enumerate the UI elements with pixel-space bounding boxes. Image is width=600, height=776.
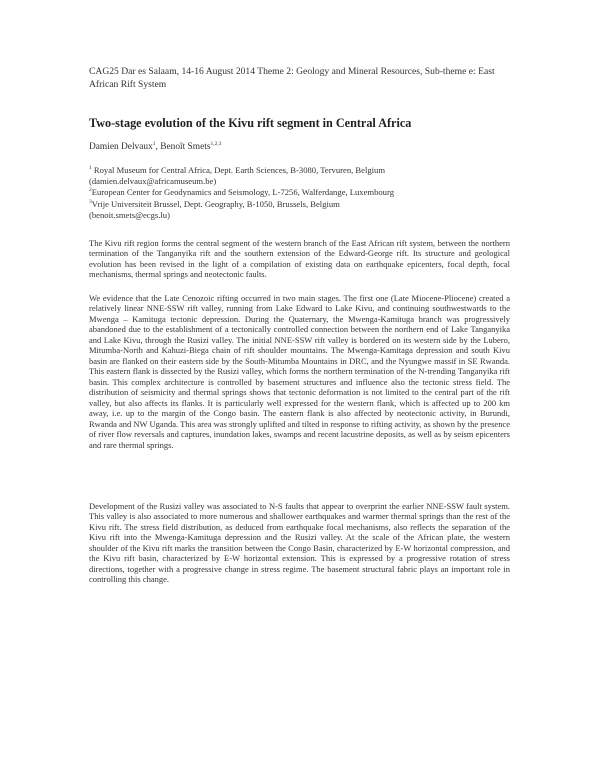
body-paragraph: We evidence that the Late Cenozoic rifting occurred in two main stages. The first one (Late Miocene-Pliocene) created a relatively linear NNE-SSW rift valley, running from Lake Edward to Lake Kivu, and continuing southwestwards to the Mwenga – Kamituga tectonic depression. During the Quaternary, the Mwenga-Kamituga branch was progressively abandoned due to the establishment of a tectonically controlled connection between the northern end of Lake Tanganyika and Lake Kivu, through the Rusizi valley. The initial NNE-SSW rift valley is bordered on its western side by the Lubero, Mitumba-North and Kahuzi-Biega chain of rift shoulder mountains. The Mwenga-Kamitaga depression and south Kivu basin are flanked on their eastern side by the South-Mitumba Mountains in DRC, and the Nyungwe massif in SE Rwanda. This eastern flank is dissected by the Rusizi valley, which forms the northern termination of the N-trending Tanganyika rift basin. This complex architecture is controlled by basement structures and influence also the tectonic stress field. The distribution of seismicity and thermal springs shows that tectonic deformation is not limited to the central part of the rift valley, but also affects its flanks. It is particularly well expressed for the western flank, which is affected up to 200 km away, i.e. up to the margin of the Congo basin. The eastern flank is also affected by neotectonic activity, in Burundi, Rwanda and NW Uganda. This area was strongly uplifted and tilted in response to rifting activity, as shown by the presence of river flow reversals and captures, inundation lakes, swamps and recent lacustrine deposits, as well as by seism epicenters and rare thermal springs. <box>89 292 510 450</box>
author-affiliation-marker: 1,2,3 <box>210 141 222 147</box>
affiliation-text: (damien.delvaux@africamuseum.be) <box>89 176 217 187</box>
affiliation-list <box>89 165 529 221</box>
abstract-paragraph: The Kivu rift region forms the central segment of the western branch of the East African rift system, between the northern termination of the Tanganyika rift and the southern extension of the Edward-George rift. Its structure and geological evolution has been revised in the light of a compilation of existing data on earthquake epicenters, focal depth, focal mechanisms, thermal springs and neotectonic faults. <box>89 237 510 279</box>
author-list <box>89 142 221 152</box>
body-paragraph: Development of the Rusizi valley was associated to N-S faults that appear to overprint the earlier NNE-SSW fault system. This valley is also associated to more numerous and shallower earthquakes and warmer thermal springs than the rest of the Kivu rift. The stress field distribution, as deduced from earthquake focal mechanisms, also reflects the separation of the Kivu rift into the Mwenga-Kamituga depression and the Rusizi valley. At the scale of the African plate, the western shoulder of the Kivu rift marks the transition between the Congo Basin, characterized by E-W horizontal compression, and the Kivu rift basin, characterized by E-W horizontal extension. This is expressed by a progressive rotation of stress directions, together with a progressive change in stress regime. The basement structural fabric plays an important role in controlling this change. <box>89 500 510 584</box>
affiliation-email <box>89 176 529 187</box>
affiliation-text: Vrije Universiteit Brussel, Dept. Geography, B-1050, Brussels, Belgium <box>91 198 340 209</box>
affiliation-line <box>89 187 529 198</box>
affiliation-line <box>89 165 529 176</box>
affiliation-marker: 3 <box>89 198 92 205</box>
author-separator: , <box>155 142 161 152</box>
paper-title: Two-stage evolution of the Kivu rift segment in Central Africa <box>89 116 412 130</box>
conference-header: CAG25 Dar es Salaam, 14-16 August 2014 Theme 2: Geology and Mineral Resources, Sub-theme e: East African Rift System <box>89 66 495 90</box>
affiliation-marker: 1 <box>89 165 92 171</box>
affiliation-marker: 2 <box>89 187 92 194</box>
author-name: Benoît Smets <box>160 142 211 152</box>
affiliation-text: European Center for Geodynamics and Seismology, L-7256, Walferdange, Luxembourg <box>91 187 394 198</box>
author-name: Damien Delvaux <box>89 142 153 152</box>
affiliation-text: Royal Museum for Central Africa, Dept. Earth Sciences, B-3080, Tervuren, Belgium <box>93 165 386 175</box>
affiliation-text: (benoit.smets@ecgs.lu) <box>89 209 170 220</box>
author-affiliation-marker: 1 <box>152 141 156 147</box>
affiliation-line <box>89 199 529 210</box>
affiliation-email <box>89 210 529 221</box>
